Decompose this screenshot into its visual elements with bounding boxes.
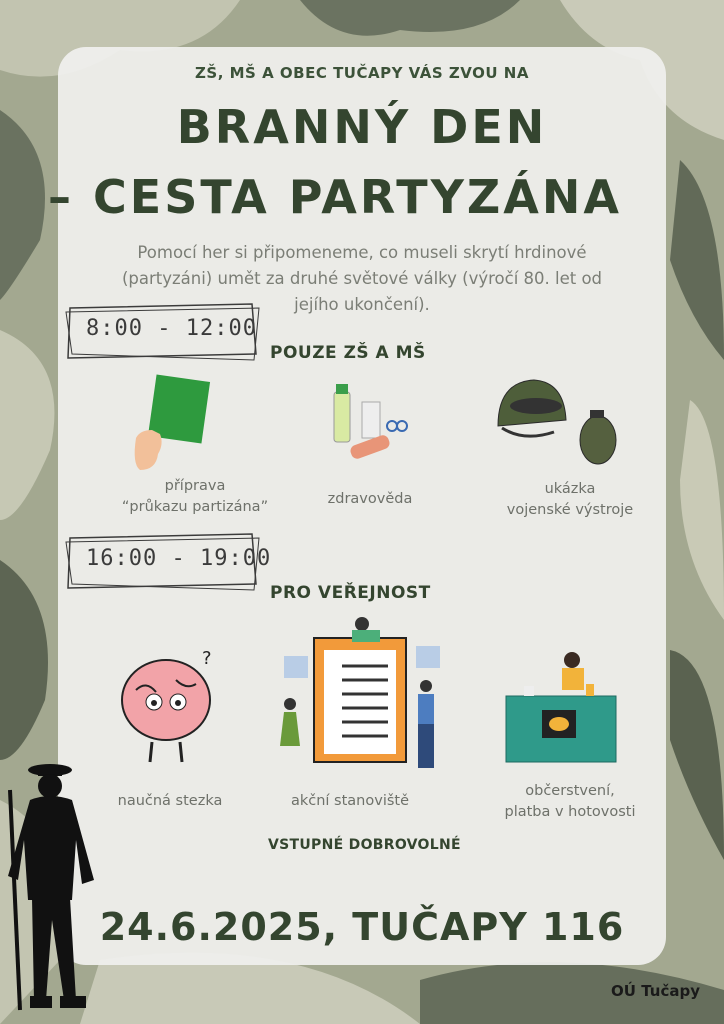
time-slot-1: 8:00 - 12:00 — [86, 316, 257, 341]
audience-1: POUZE ZŠ A MŠ — [270, 343, 426, 363]
audience-2: PRO VEŘEJNOST — [270, 583, 431, 603]
activity-label: naučná stezka — [117, 793, 223, 809]
activity-caption-2 — [300, 489, 440, 510]
activity-caption-3 — [480, 479, 660, 521]
thinking-brain-icon — [116, 650, 226, 770]
soldier-silhouette-icon — [6, 760, 136, 1020]
checklist-people-icon — [270, 616, 450, 776]
event-date-place: 24.6.2025, TUČAPY 116 — [99, 905, 625, 949]
activity-label: ukázka — [544, 481, 596, 497]
activity-label: zdravověda — [327, 491, 413, 507]
event-title-line1: BRANNÝ DEN — [176, 100, 548, 154]
activity-caption-1 — [100, 476, 290, 518]
svg-text:?: ? — [202, 648, 212, 669]
activity-caption-5 — [270, 791, 430, 812]
author-credit: OÚ Tučapy — [611, 982, 700, 1000]
activity-label: příprava — [164, 478, 226, 494]
activity-label: “průkazu partizána” — [121, 499, 269, 515]
event-title-line2: – CESTA PARTYZÁNA — [48, 170, 622, 224]
event-description: Pomocí her si připomeneme, co museli skrytí hrdinové (partyzáni) umět za druhé světové války (výročí 80. let od jejího ukončení). — [121, 243, 603, 314]
invitation-text: ZŠ, MŠ A OBEC TUČAPY VÁS ZVOU NA — [195, 64, 529, 82]
helmet-grenade-icon — [494, 376, 624, 466]
activity-label: vojenské výstroje — [506, 502, 634, 518]
entry-note: VSTUPNÉ DOBROVOLNÉ — [268, 837, 461, 853]
time-slot-2: 16:00 - 19:00 — [86, 546, 272, 571]
first-aid-icon — [330, 382, 410, 462]
refreshment-stand-icon — [494, 640, 624, 770]
activity-label: občerstvení, — [525, 783, 615, 799]
activity-label: akční stanoviště — [290, 793, 410, 809]
activity-label: platba v hotovosti — [504, 804, 636, 820]
green-card-hand-icon — [130, 374, 210, 474]
activity-caption-6 — [470, 781, 670, 823]
